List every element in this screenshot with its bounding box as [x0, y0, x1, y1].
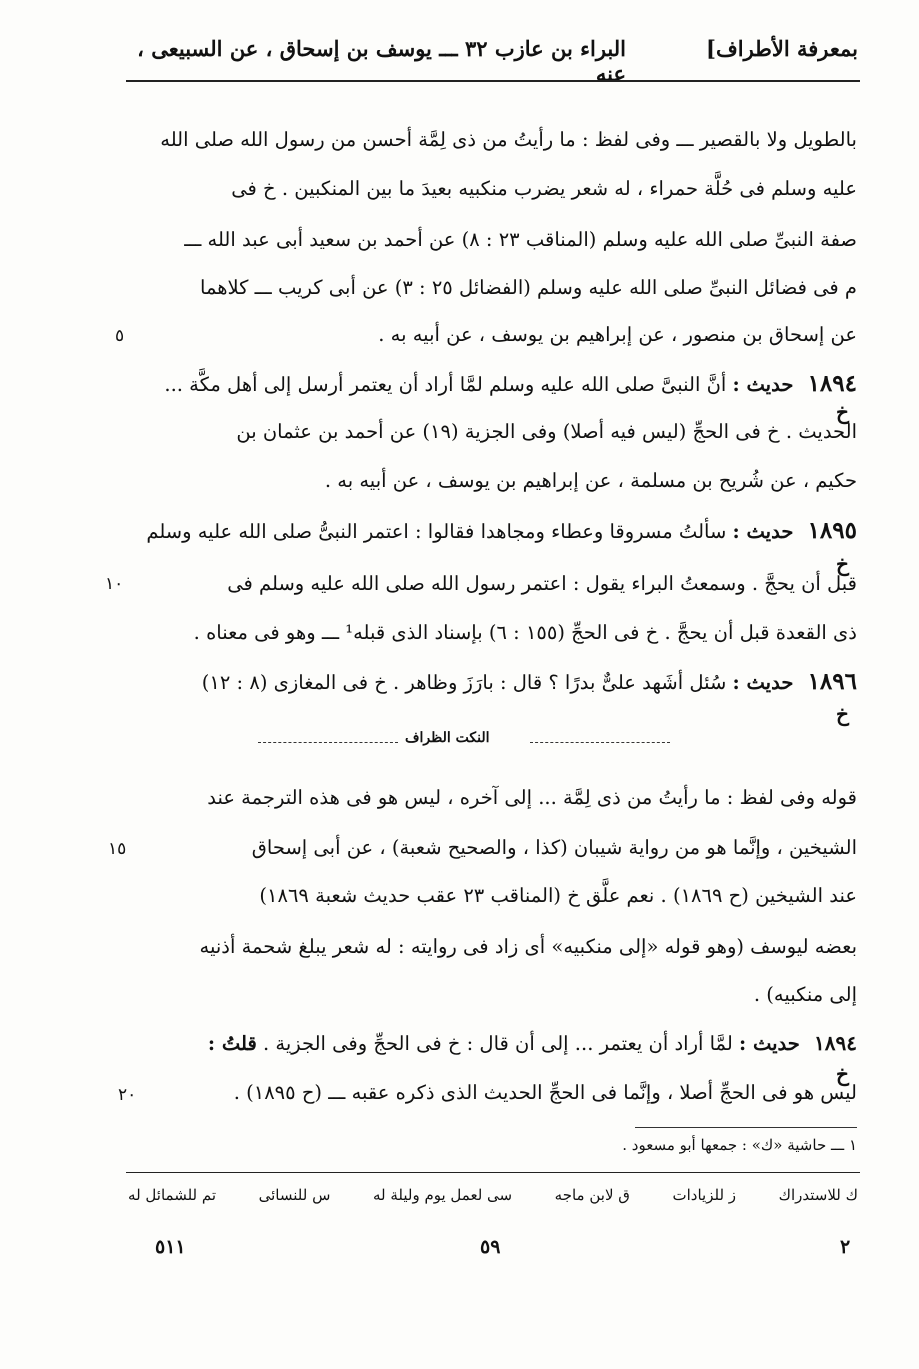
entry-text: سألتُ مسروقا وعطاء ومجاهدا فقالوا : اعتمر النبىُّ صلى الله عليه وسلم — [146, 520, 727, 543]
text-line: صفة النبىِّ صلى الله عليه وسلم (المناقب ٢٣ : ٨) عن أحمد بن سعيد أبى عبد الله ـــ — [184, 228, 857, 251]
text-line: قوله وفى لفظ : ما رأيتُ من ذى لِمَّة ... إلى آخره ، ليس هو فى هذه الترجمة عند — [207, 786, 857, 809]
entry-number: ١٨٩٦ — [807, 668, 857, 695]
entry-label: حديث : — [732, 373, 794, 396]
running-header — [128, 30, 858, 86]
text-line: عن إسحاق بن منصور ، عن إبراهيم بن يوسف ، عن أبيه به . — [378, 323, 857, 346]
kha-siglum: خ — [836, 1062, 849, 1086]
text-line: الحديث . خ فى الحجِّ (ليس فيه أصلا) وفى الجزية (١٩) عن أحمد بن عثمان بن — [236, 420, 857, 443]
entry-text: أنَّ النبىَّ صلى الله عليه وسلم لمَّا أراد أن يعتمر أرسل إلى أهل مكَّة ... — [164, 373, 727, 396]
text-line: إلى منكبيه) . — [753, 983, 857, 1006]
text-line: عليه وسلم فى حُلَّة حمراء ، له شعر يضرب منكبيه بعيدَ ما بين المنكبين . خ فى — [231, 177, 857, 200]
legend-item: تم للشمائل له — [128, 1186, 217, 1204]
header-rule — [126, 80, 860, 82]
legend-item: ق لابن ماجه — [554, 1186, 630, 1204]
entry-number: ١٨٩٥ — [807, 517, 857, 544]
entry-number: ١٨٩٤ — [807, 370, 857, 397]
entry-label: حديث : — [732, 671, 794, 694]
kha-siglum: خ — [836, 400, 849, 424]
kha-siglum: خ — [836, 552, 849, 576]
legend-item: ك للاستدراك — [778, 1186, 858, 1204]
sigla-legend — [128, 1186, 858, 1204]
divider-rule-left — [258, 742, 398, 743]
entry-text: لمَّا أراد أن يعتمر ... إلى أن قال : خ فى الحجِّ وفى الجزية . — [262, 1032, 733, 1055]
footnote-rule — [635, 1127, 857, 1128]
margin-line-number: ٢٠ — [118, 1085, 137, 1105]
text-line: بعضه ليوسف (وهو قوله «إلى منكبيه» أى زاد فى روايته : له شعر يبلغ شحمة أذنيه — [199, 935, 857, 958]
text-line: ليس هو فى الحجِّ أصلا ، وإنَّما فى الحجِّ الحديث الذى ذكره عقبه ـــ (ح ١٨٩٥) . — [233, 1081, 857, 1104]
text-line: بالطويل ولا بالقصير ـــ وفى لفظ : ما رأيتُ من ذى لِمَّة أحسن من رسول الله صلى الله — [160, 128, 857, 151]
nukat-entry-1894 — [127, 1031, 857, 1055]
divider-rule-right — [530, 742, 670, 743]
hadith-entry-1894 — [127, 370, 857, 397]
entry-label: حديث : — [738, 1032, 800, 1055]
footer-global-number: ٥١١ — [155, 1236, 186, 1258]
qultu-label: قلتُ : — [207, 1032, 257, 1055]
entry-label: حديث : — [732, 520, 794, 543]
text-line: م فى فضائل النبىِّ صلى الله عليه وسلم (الفضائل ٢٥ : ٣) عن أبى كريب ـــ كلاهما — [200, 276, 857, 299]
hadith-entry-1896 — [127, 668, 857, 695]
header-book-title: بمعرفة الأطراف] — [706, 36, 858, 61]
entry-text: سُئل أشَهد علىٌّ بدرًا ؟ قال : بارَزَ وظاهر . خ فى المغازى (٨ : ١٢) — [201, 671, 727, 694]
text-line: عند الشيخين (ح ١٨٦٩) . نعم علَّق خ (المناقب ٢٣ عقب حديث شعبة ١٨٦٩) — [259, 884, 857, 907]
footnote: ١ ـــ حاشية «ك» : جمعها أبو مسعود . — [622, 1136, 857, 1154]
legend-item: س للنسائى — [258, 1186, 331, 1204]
margin-line-number: ١٠ — [105, 574, 124, 594]
header-chapter-title: البراء بن عازب ٣٢ ـــ يوسف بن إسحاق ، عن السبيعى ، عنه — [137, 36, 626, 86]
entry-number: ١٨٩٤ — [814, 1031, 857, 1055]
hadith-entry-1895 — [127, 517, 857, 544]
kha-siglum: خ — [836, 702, 849, 726]
footer-volume-number: ٢ — [840, 1236, 851, 1258]
footer-page-number: ٥٩ — [480, 1236, 501, 1258]
text-line: الشيخين ، وإنَّما هو من رواية شيبان (كذا ، والصحيح شعبة) ، عن أبى إسحاق — [251, 836, 857, 859]
legend-item: ز للزيادات — [672, 1186, 737, 1204]
legend-rule — [126, 1172, 860, 1173]
margin-line-number: ٥ — [115, 326, 125, 346]
section-divider-label: النكت الظراف — [405, 730, 490, 746]
text-line: حكيم ، عن شُريح بن مسلمة ، عن إبراهيم بن يوسف ، عن أبيه به . — [324, 469, 857, 492]
text-line: قبل أن يحجَّ . وسمعتُ البراء يقول : اعتمر رسول الله صلى الله عليه وسلم فى — [227, 572, 857, 595]
text-line: ذى القعدة قبل أن يحجَّ . خ فى الحجِّ (١٥٥ : ٦) بإسناد الذى قبله¹ ـــ وهو فى معناه . — [193, 621, 857, 644]
legend-item: سى لعمل يوم وليلة له — [372, 1186, 513, 1204]
margin-line-number: ١٥ — [108, 839, 127, 859]
